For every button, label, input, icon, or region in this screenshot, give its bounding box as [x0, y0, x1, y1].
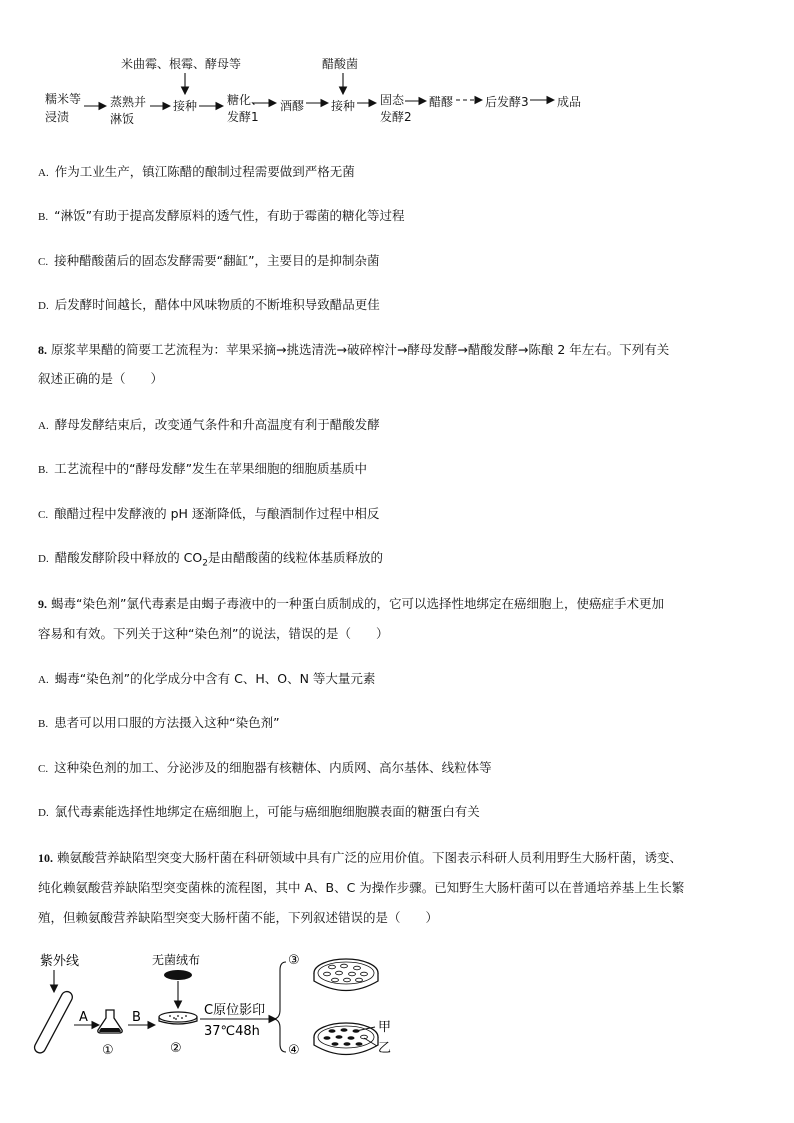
step-b-label: B: [132, 1010, 141, 1025]
option-letter: C.: [38, 763, 49, 775]
option-text: “淋饭”有助于提高发酵原料的透气性，有助于霉菌的糖化等过程: [54, 208, 405, 223]
question-text: 原浆苹果醋的简要工艺流程为：苹果采摘→挑选清洗→破碎榨汁→酵母发酵→醋酸发酵→陈酿 2 年左右。下列有关: [51, 342, 670, 357]
flow-step-inoculate-1: 接种: [173, 99, 198, 113]
option-text: 醋酸发酵阶段中释放的 CO: [54, 550, 203, 565]
option-letter: D.: [38, 807, 49, 819]
flow-step-ferment1: 发酵1: [227, 110, 259, 124]
uv-label: 紫外线: [40, 954, 80, 969]
q8-option-d: [38, 550, 383, 572]
flow-step-rice: 糯米等: [45, 92, 82, 106]
q9-option-c: [38, 760, 492, 777]
flow-mold-label: 米曲霉、根霉、酵母等: [121, 57, 242, 71]
question-number: 10.: [38, 851, 53, 865]
option-letter: C.: [38, 509, 49, 521]
velvet-icon: [164, 970, 192, 980]
flow-step-rinse: 淋饭: [110, 112, 135, 126]
flow-step-saccharify: 糖化、: [227, 93, 264, 107]
option-letter: D.: [38, 553, 49, 565]
flow-step-wine-mash: 酒醪: [280, 99, 305, 113]
mutant-screening-figure: [0, 940, 794, 1070]
flow-step-inoculate-2: 接种: [331, 99, 356, 113]
flow-step-post-ferment: 后发酵3: [485, 95, 529, 109]
label-circle-1: ①: [102, 1043, 114, 1058]
option-text: 后发酵时间越长，醋体中风味物质的不断堆积导致醋品更佳: [54, 297, 380, 312]
q9-option-b: [38, 715, 280, 732]
q10-stem-line2: 纯化赖氨酸营养缺陷型突变菌株的流程图，其中 A、B、C 为操作步骤。已知野生大肠杆菌可以在普通培养基上生长繁: [38, 880, 685, 895]
step-a-label: A: [79, 1010, 88, 1025]
option-letter: A.: [38, 674, 49, 686]
velvet-label: 无菌绒布: [152, 953, 201, 967]
q9-option-a: [38, 671, 375, 688]
q7-option-b: [38, 208, 405, 225]
option-text: 氯代毒素能选择性地绑定在癌细胞上，可能与癌细胞细胞膜表面的糖蛋白有关: [54, 804, 480, 819]
option-text: 工艺流程中的“酵母发酵”发生在苹果细胞的细胞质基质中: [54, 461, 368, 476]
q10-stem-line3: 殖，但赖氨酸营养缺陷型突变大肠杆菌不能，下列叙述错误的是（ ）: [38, 910, 439, 925]
question-text: 赖氨酸营养缺陷型突变大肠杆菌在科研领域中具有广泛的应用价值。下图表示科研人员利用野生大肠杆菌，诱变、: [57, 850, 683, 865]
q8-option-c: [38, 506, 379, 523]
q9-stem-line2: 容易和有效。下列关于这种“染色剂”的说法，错误的是（ ）: [38, 626, 389, 641]
option-letter: C.: [38, 256, 49, 268]
question-number: 8.: [38, 343, 47, 357]
label-yi: 乙: [378, 1041, 392, 1056]
master-plate-icon: [159, 1012, 197, 1024]
flow-acetobacter-label: 醋酸菌: [322, 57, 359, 71]
option-text: 患者可以用口服的方法摄入这种“染色剂”: [54, 715, 280, 730]
option-text: 是由醋酸菌的线粒体基质释放的: [207, 550, 383, 565]
label-circle-3: ③: [288, 953, 300, 968]
flow-step-ferment2: 发酵2: [380, 110, 412, 124]
option-text: 酵母发酵结束后，改变通气条件和升高温度有利于醋酸发酵: [54, 417, 380, 432]
q8-stem-line1: [38, 342, 669, 358]
condition-label: 37℃48h: [204, 1024, 260, 1039]
flow-step-steam: 蒸熟并: [110, 95, 147, 109]
flow-step-vinegar-mash: 醋醪: [429, 95, 454, 109]
option-letter: B.: [38, 718, 49, 730]
option-letter: B.: [38, 464, 49, 476]
option-letter: B.: [38, 211, 49, 223]
option-text: 这种染色剂的加工、分泌涉及的细胞器有核糖体、内质网、高尔基体、线粒体等: [54, 760, 492, 775]
q7-option-d: [38, 297, 380, 314]
q8-stem-line2: 叙述正确的是（ ）: [38, 371, 164, 386]
plate-4-icon: [314, 1023, 378, 1055]
q7-option-c: [38, 253, 380, 270]
question-text: 蝎毒“染色剂”氯代毒素是由蝎子毒液中的一种蛋白质制成的，它可以选择性地绑定在癌细胞上，使癌症手术更加: [51, 596, 664, 611]
label-jia: 甲: [378, 1020, 392, 1035]
option-text: 蝎毒“染色剂”的化学成分中含有 C、H、O、N 等大量元素: [54, 671, 376, 686]
flask-icon: [98, 1010, 122, 1033]
label-circle-2: ②: [170, 1041, 182, 1056]
option-text: 酿醋过程中发酵液的 pH 逐渐降低，与酿酒制作过程中相反: [54, 506, 380, 521]
step-c-label: C原位影印: [204, 1003, 266, 1018]
option-text: 接种醋酸菌后的固态发酵需要“翻缸”，主要目的是抑制杂菌: [54, 253, 380, 268]
label-circle-4: ④: [288, 1043, 300, 1058]
flow-step-soak: 浸渍: [45, 110, 70, 124]
option-letter: A.: [38, 420, 49, 432]
q8-option-a: [38, 417, 380, 434]
flow-arrows: [0, 0, 794, 140]
option-letter: D.: [38, 300, 49, 312]
option-text: 作为工业生产，镇江陈醋的酿制过程需要做到严格无菌: [54, 164, 355, 179]
option-letter: A.: [38, 167, 49, 179]
q7-option-a: [38, 164, 355, 181]
q9-stem-line1: [38, 596, 664, 612]
subscript: 2: [202, 558, 208, 569]
q10-stem-line1: [38, 850, 682, 866]
brace: [274, 962, 286, 1052]
question-number: 9.: [38, 597, 47, 611]
q9-option-d: [38, 804, 480, 821]
flow-step-solid: 固态: [380, 93, 405, 107]
flow-step-product: 成品: [557, 95, 582, 109]
plate-3-icon: [314, 959, 378, 991]
test-tube-icon: [33, 990, 75, 1055]
q8-option-b: [38, 461, 367, 478]
